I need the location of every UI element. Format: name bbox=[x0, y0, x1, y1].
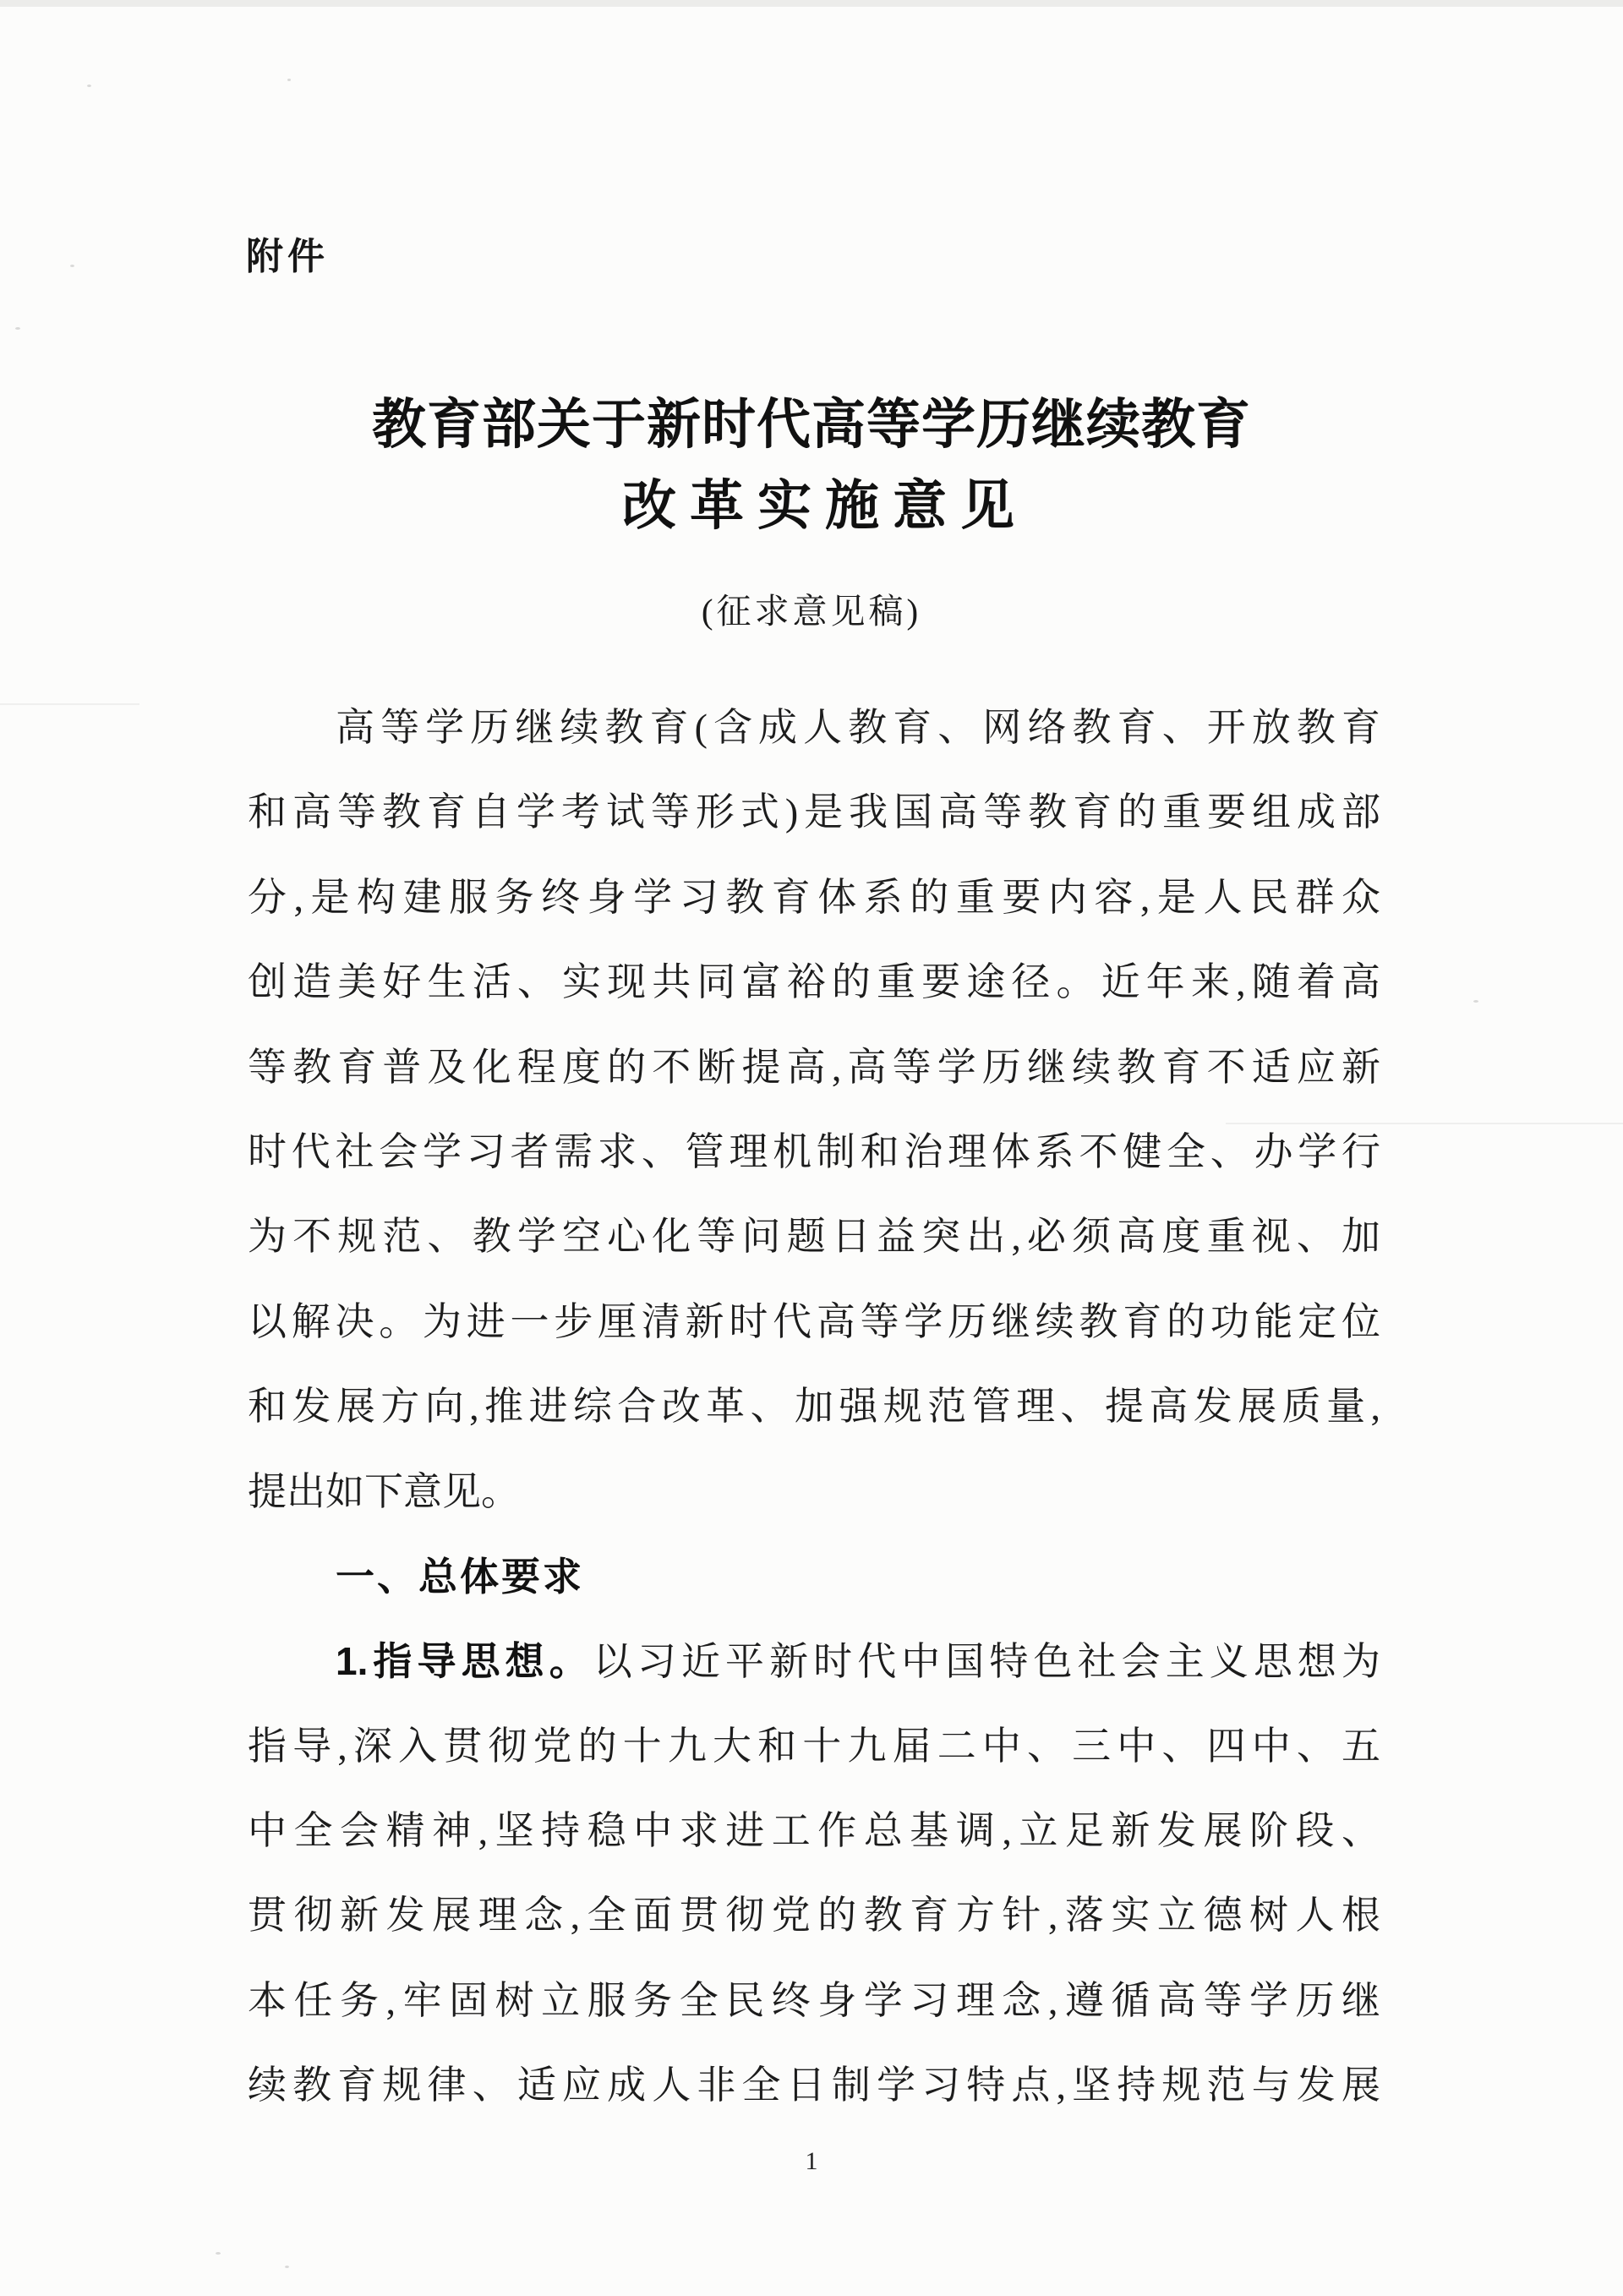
body-line: 和发展方向,推进综合改革、加强规范管理、提高发展质量, bbox=[248, 1385, 1380, 1428]
body-line: 以解决。为进一步厘清新时代高等学历继续教育的功能定位 bbox=[248, 1300, 1380, 1343]
body-line: 指导,深入贯彻党的十九大和十九届二中、三中、四中、五 bbox=[248, 1725, 1380, 1768]
scan-crease bbox=[0, 703, 139, 705]
document-subtitle: (征求意见稿) bbox=[701, 592, 922, 631]
page-number: 1 bbox=[805, 2147, 818, 2175]
body-line: 时代社会学习者需求、管理机制和治理体系不健全、办学行 bbox=[248, 1130, 1380, 1173]
section-heading: 一、总体要求 bbox=[336, 1555, 584, 1599]
scan-speck bbox=[70, 265, 74, 267]
body-line: 和高等教育自学考试等形式)是我国高等教育的重要组成部 bbox=[248, 790, 1380, 834]
body-line: 等教育普及化程度的不断提高,高等学历继续教育不适应新 bbox=[248, 1046, 1380, 1089]
paragraph-lead-rest: 以习近平新时代中国特色社会主义思想为 bbox=[593, 1640, 1380, 1683]
body-line: 高等学历继续教育(含成人教育、网络教育、开放教育 bbox=[336, 706, 1380, 749]
scan-speck bbox=[15, 327, 20, 330]
document-title-line-1: 教育部关于新时代高等学历继续教育 bbox=[372, 395, 1251, 455]
body-line-with-lead bbox=[248, 1619, 1380, 1703]
body-line: 提出如下意见。 bbox=[248, 1470, 520, 1513]
scan-speck bbox=[1473, 1000, 1478, 1003]
scan-speck bbox=[287, 79, 291, 81]
body-line: 贯彻新发展理念,全面贯彻党的教育方针,落实立德树人根 bbox=[248, 1894, 1380, 1937]
body-line: 分,是构建服务终身学习教育体系的重要内容,是人民群众 bbox=[248, 876, 1380, 919]
body-line: 为不规范、教学空心化等问题日益突出,必须高度重视、加 bbox=[248, 1215, 1380, 1258]
body-line: 本任务,牢固树立服务全民终身学习理念,遵循高等学历继 bbox=[248, 1979, 1380, 2022]
body-line: 创造美好生活、实现共同富裕的重要途径。近年来,随着高 bbox=[248, 960, 1380, 1003]
scan-speck bbox=[285, 2266, 289, 2268]
body-line: 中全会精神,坚持稳中求进工作总基调,立足新发展阶段、 bbox=[248, 1809, 1380, 1852]
scan-edge-shadow bbox=[0, 0, 1623, 7]
document-title-line-2: 改革实施意见 bbox=[622, 476, 1028, 536]
scan-speck bbox=[216, 2252, 221, 2255]
scan-speck bbox=[87, 85, 91, 87]
body-line: 续教育规律、适应成人非全日制学习特点,坚持规范与发展 bbox=[248, 2064, 1380, 2107]
paragraph-lead-bold: 1.指导思想。 bbox=[336, 1639, 593, 1683]
attachment-label: 附件 bbox=[246, 236, 329, 277]
